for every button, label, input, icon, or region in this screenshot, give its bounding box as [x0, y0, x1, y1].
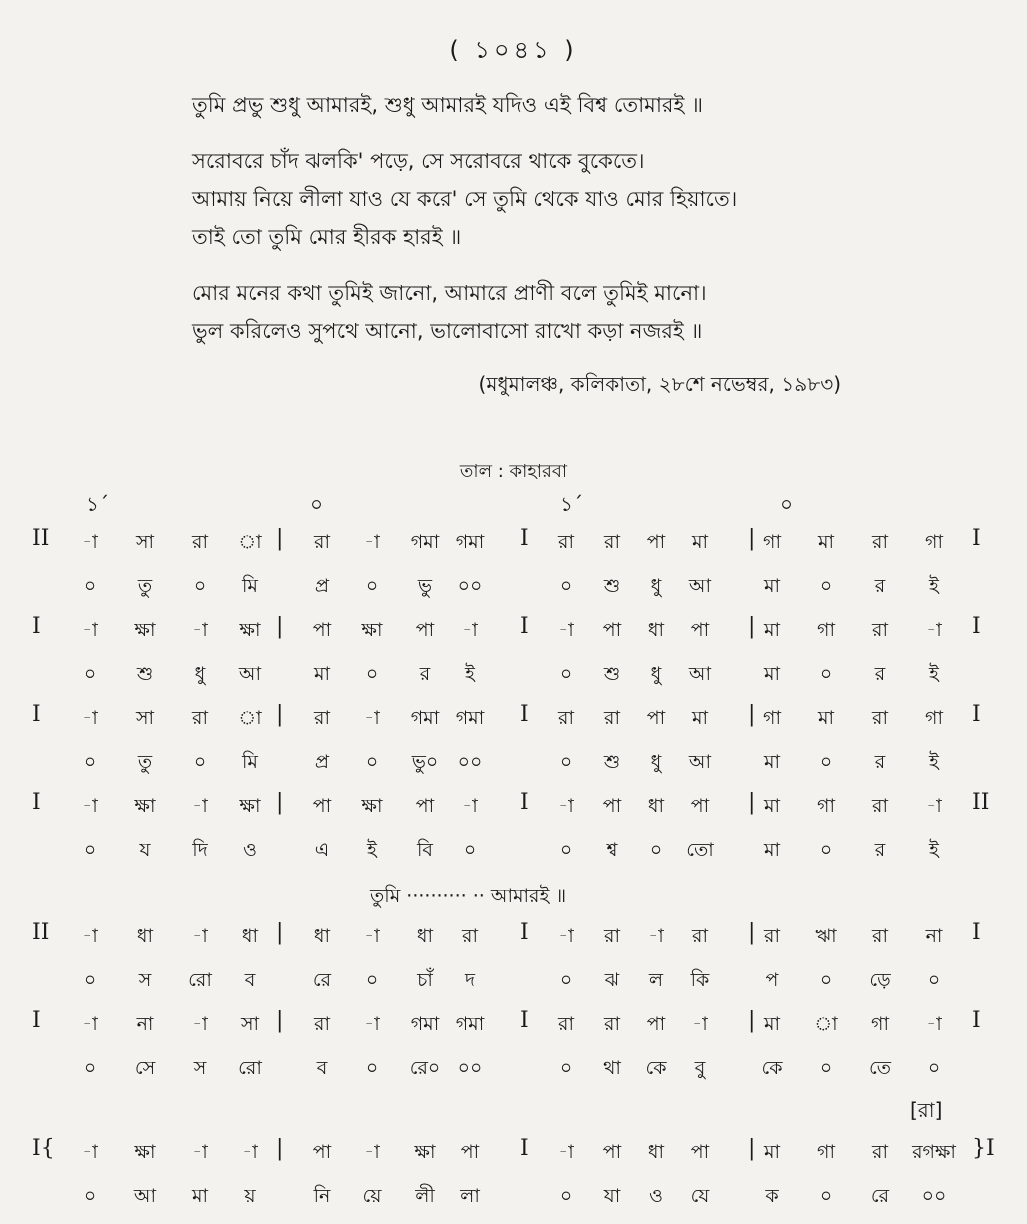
swara-note: পা [312, 619, 332, 641]
swara-note: ধা [313, 925, 331, 947]
syllable: রো [238, 1057, 262, 1079]
syllable: মি [242, 575, 258, 597]
syllable: ০ [559, 969, 573, 991]
swara-note: -া [364, 925, 380, 947]
swara-note: না [136, 1013, 154, 1035]
swara-note: রা [872, 619, 888, 641]
swara-note: -া [558, 619, 574, 641]
syllable-row [0, 742, 1027, 786]
syllable: কে [761, 1057, 783, 1079]
swara-note: পা [602, 795, 622, 817]
syllable: আ [133, 1185, 157, 1207]
barline: I [520, 790, 529, 815]
syllable: ০ [819, 663, 833, 685]
syllable: ০০ [457, 751, 483, 773]
syllable: ধু [650, 663, 662, 685]
syllable: র [874, 751, 886, 773]
swara-note: -া [462, 619, 478, 641]
swara-note: -া [82, 795, 98, 817]
barline: | [276, 614, 284, 639]
syllable: রে০ [409, 1057, 441, 1079]
syllable: থা [603, 1057, 621, 1079]
syllable: তু [137, 751, 153, 773]
swara-note: পা [312, 795, 332, 817]
syllable: য়ে [362, 1185, 382, 1207]
swara-note: -া [648, 925, 664, 947]
beat-mark: ০ [780, 492, 794, 516]
swara-note: পা [312, 1141, 332, 1163]
syllable: ০০ [457, 1057, 483, 1079]
swara-note: রা [604, 531, 620, 553]
syllable: ঝ [604, 969, 620, 991]
swara-note: রা [872, 925, 888, 947]
syllable: য় [244, 1185, 256, 1207]
page-number: ( ১০৪১ ) [449, 36, 578, 64]
swara-note: ক্ষা [239, 795, 261, 817]
syllable: ল [648, 969, 664, 991]
swara-note: -া [364, 1141, 380, 1163]
composition-signature: (মধুমালঞ্চ, কলিকাতা, ২৮শে নভেম্বর, ১৯৮৩) [478, 372, 841, 396]
syllable: ও [649, 1185, 663, 1207]
syllable-row [0, 1048, 1027, 1092]
end-barline: }I [972, 1136, 995, 1161]
swara-note: -া [926, 619, 942, 641]
syllable: যা [603, 1185, 621, 1207]
swara-row [0, 916, 1027, 960]
swara-note: ধা [647, 1141, 665, 1163]
barline: I [520, 614, 529, 639]
syllable: আ [688, 663, 712, 685]
swara-note: -া [926, 1013, 942, 1035]
syllable: আ [238, 663, 262, 685]
barline: | [748, 790, 756, 815]
swara-note: রা [192, 707, 208, 729]
syllable: র [874, 663, 886, 685]
syllable: রে [312, 969, 332, 991]
swara-note: রা [604, 925, 620, 947]
barline: I [520, 526, 529, 551]
syllable: ০ [559, 1057, 573, 1079]
syllable: ০ [365, 575, 379, 597]
barline: | [748, 920, 756, 945]
syllable: ০ [819, 1057, 833, 1079]
syllable: এ [314, 839, 330, 861]
syllable: ভু০ [411, 751, 439, 773]
lyric-line: তুমি প্রভু শুধু আমারই, শুধু আমারই যদিও এই বিশ্ব তোমারই ॥ [192, 93, 703, 117]
syllable: ০০ [457, 575, 483, 597]
syllable: বি [416, 839, 433, 861]
syllable: ই [465, 663, 475, 685]
lyric-line: সরোবরে চাঁদ ঝলকি' পড়ে, সে সরোবরে থাকে বুকেতে। [192, 149, 645, 173]
barline: I [520, 1008, 529, 1033]
syllable: মা [191, 1185, 209, 1207]
syllable: নি [313, 1185, 331, 1207]
swara-note: -া [242, 1141, 258, 1163]
syllable: ০ [559, 575, 573, 597]
swara-note: -া [82, 1013, 98, 1035]
syllable: ধু [194, 663, 206, 685]
barline: | [748, 1008, 756, 1033]
syllable: ০০ [921, 1185, 947, 1207]
swara-note: মা [817, 531, 835, 553]
swara-note: সা [135, 707, 155, 729]
syllable: ধু [650, 751, 662, 773]
swara-note: -া [82, 925, 98, 947]
syllable: দি [192, 839, 208, 861]
swara-note: পা [646, 531, 666, 553]
swara-note: -া [364, 531, 380, 553]
swara-note: মা [763, 795, 781, 817]
end-barline: I [972, 614, 981, 639]
syllable: তো [686, 839, 714, 861]
syllable: শু [603, 751, 621, 773]
syllable: ০ [559, 751, 573, 773]
end-barline: I [972, 1008, 981, 1033]
swara-note: রা [872, 1141, 888, 1163]
syllable: সে [134, 1057, 156, 1079]
syllable: ০ [559, 839, 573, 861]
swara-note: রা [192, 531, 208, 553]
swara-note: ক্ষা [361, 619, 383, 641]
swara-note: পা [602, 1141, 622, 1163]
swara-note: পা [690, 795, 710, 817]
syllable: ধু [650, 575, 662, 597]
start-barline: I [32, 1008, 41, 1033]
swara-row [0, 1132, 1027, 1176]
swara-note: ক্ষা [134, 1141, 156, 1163]
swara-note: -া [692, 1013, 708, 1035]
barline: | [276, 1008, 284, 1033]
swara-note: রা [558, 707, 574, 729]
swara-note: -া [364, 707, 380, 729]
swara-note: পা [690, 1141, 710, 1163]
swara-note: রা [314, 531, 330, 553]
beat-mark: ১´ [560, 492, 583, 516]
swara-note: -া [462, 795, 478, 817]
swara-note: -া [192, 1141, 208, 1163]
swara-note: া [238, 531, 262, 553]
swara-note: ধা [241, 925, 259, 947]
swara-note: না [925, 925, 943, 947]
barline: | [748, 526, 756, 551]
lyric-line: তাই তো তুমি মোর হীরক হারই ॥ [192, 225, 462, 249]
syllable: কি [690, 969, 710, 991]
swara-note: গা [925, 707, 943, 729]
barline: | [276, 790, 284, 815]
syllable: শ্ব [606, 839, 618, 861]
beat-marks [0, 490, 1027, 520]
syllable: র [874, 575, 886, 597]
syllable: মা [763, 839, 781, 861]
syllable: ০ [83, 1057, 97, 1079]
swara-note: মা [763, 1141, 781, 1163]
swara-row [0, 698, 1027, 742]
syllable: ব [316, 1057, 328, 1079]
syllable: ০ [819, 839, 833, 861]
swara-note: পা [646, 707, 666, 729]
swara-note: পা [646, 1013, 666, 1035]
syllable: কে [645, 1057, 667, 1079]
swara-note: গমা [455, 1013, 485, 1035]
syllable: ভু [417, 575, 433, 597]
swara-note: রা [604, 707, 620, 729]
swara-note: -া [192, 795, 208, 817]
swara-note: পা [690, 619, 710, 641]
swara-row [0, 1004, 1027, 1048]
swara-note: সা [135, 531, 155, 553]
syllable: ০ [365, 751, 379, 773]
syllable: তু [137, 575, 153, 597]
syllable: লা [460, 1185, 480, 1207]
syllable: মা [313, 663, 331, 685]
swara-note: গমা [410, 707, 440, 729]
syllable: ০ [83, 839, 97, 861]
syllable: ০ [83, 1185, 97, 1207]
swara-note: গা [763, 707, 781, 729]
swara-note: রগক্ষা [912, 1141, 956, 1163]
end-barline: I [972, 920, 981, 945]
syllable: মি [242, 751, 258, 773]
swara-note: গা [817, 1141, 835, 1163]
syllable: র [874, 839, 886, 861]
swara-note: ক্ষা [134, 795, 156, 817]
swara-note: রা [558, 531, 574, 553]
syllable: ক [765, 1185, 779, 1207]
syllable: ০ [819, 1185, 833, 1207]
syllable: ড়ে [869, 969, 891, 991]
syllable: প্র [314, 575, 330, 597]
syllable-row [0, 960, 1027, 1004]
swara-note: -া [926, 795, 942, 817]
syllable: শু [603, 663, 621, 685]
lyric-line: মোর মনের কথা তুমিই জানো, আমারে প্রাণী বলে তুমিই মানো। [192, 281, 707, 305]
syllable-row [0, 566, 1027, 610]
barline: | [276, 920, 284, 945]
end-barline: II [972, 790, 990, 815]
swara-note: রা [692, 925, 708, 947]
barline: | [748, 1136, 756, 1161]
syllable: তে [869, 1057, 891, 1079]
syllable: লী [415, 1185, 435, 1207]
swara-note: -া [558, 925, 574, 947]
syllable: আ [688, 751, 712, 773]
swara-note: গমা [455, 707, 485, 729]
swara-note: রা [872, 707, 888, 729]
swara-note: পা [602, 619, 622, 641]
syllable-row [0, 1176, 1027, 1220]
syllable: আ [688, 575, 712, 597]
swara-note: রা [462, 925, 478, 947]
syllable: স [138, 969, 152, 991]
syllable: ০ [819, 575, 833, 597]
start-barline: I{ [32, 1136, 55, 1161]
swara-row [0, 610, 1027, 654]
syllable: স [193, 1057, 207, 1079]
swara-note: -া [364, 1013, 380, 1035]
swara-note: গা [817, 795, 835, 817]
syllable: ০ [365, 969, 379, 991]
start-barline: I [32, 790, 41, 815]
syllable: ই [929, 839, 939, 861]
swara-note: -া [558, 795, 574, 817]
swara-note: রা [604, 1013, 620, 1035]
swara-note: মা [763, 619, 781, 641]
syllable: দ [465, 969, 475, 991]
syllable: ০ [83, 663, 97, 685]
start-barline: I [32, 702, 41, 727]
syllable: ০ [927, 969, 941, 991]
swara-note: পা [415, 619, 435, 641]
swara-note: গমা [410, 1013, 440, 1035]
swara-note: -া [192, 1013, 208, 1035]
tala-label: তাল : কাহারবা [459, 461, 568, 482]
song-lyrics [192, 86, 992, 350]
swara-note: রা [314, 707, 330, 729]
barline: | [748, 702, 756, 727]
syllable: রো [188, 969, 212, 991]
swara-note: -া [82, 619, 98, 641]
swara-note: মা [691, 531, 709, 553]
swara-note: ক্ষা [361, 795, 383, 817]
syllable: ০ [83, 969, 97, 991]
syllable: ০ [927, 1057, 941, 1079]
syllable: ০ [559, 663, 573, 685]
swara-note: গা [763, 531, 781, 553]
swara-note: -া [192, 619, 208, 641]
swara-note: রা [314, 1013, 330, 1035]
swara-note: ধা [136, 925, 154, 947]
swara-note: গা [817, 619, 835, 641]
swara-note: -া [558, 1141, 574, 1163]
barline: I [520, 1136, 529, 1161]
swara-note: ক্ষা [239, 619, 261, 641]
swara-note: া [238, 707, 262, 729]
syllable: শু [603, 575, 621, 597]
syllable: শু [136, 663, 154, 685]
syllable: মা [763, 751, 781, 773]
syllable: রে [870, 1185, 890, 1207]
swara-note: গা [871, 1013, 889, 1035]
swara-note: সা [240, 1013, 260, 1035]
swara-note: -া [82, 531, 98, 553]
syllable: মা [763, 575, 781, 597]
syllable: চাঁ [417, 969, 433, 991]
syllable: ০ [463, 839, 477, 861]
syllable: ০ [193, 575, 207, 597]
swara-note: মা [691, 707, 709, 729]
syllable: ০ [649, 839, 663, 861]
syllable: ০ [559, 1185, 573, 1207]
syllable: যে [690, 1185, 710, 1207]
barline: | [276, 526, 284, 551]
syllable: ০ [819, 969, 833, 991]
barline: | [276, 702, 284, 727]
syllable: ০ [365, 663, 379, 685]
swara-note: -া [192, 925, 208, 947]
swara-note: ধা [416, 925, 434, 947]
beat-mark: ০ [310, 492, 324, 516]
syllable-row [0, 654, 1027, 698]
syllable: য [139, 839, 151, 861]
start-barline: II [32, 920, 50, 945]
syllable: ব [244, 969, 256, 991]
syllable: বু [694, 1057, 706, 1079]
swara-note: রা [558, 1013, 574, 1035]
swara-note: ক্ষা [134, 619, 156, 641]
syllable: প্র [314, 751, 330, 773]
syllable: ই [367, 839, 377, 861]
swara-note: গা [925, 531, 943, 553]
syllable: র [419, 663, 431, 685]
barline: I [520, 702, 529, 727]
barline: I [520, 920, 529, 945]
syllable: ০ [819, 751, 833, 773]
swara-note: মা [763, 1013, 781, 1035]
swara-note: রা [872, 531, 888, 553]
syllable: ০ [83, 575, 97, 597]
syllable: ০ [193, 751, 207, 773]
end-barline: I [972, 526, 981, 551]
swara-note: ক্ষা [414, 1141, 436, 1163]
swara-row [0, 786, 1027, 830]
barline: | [748, 614, 756, 639]
lyric-line: আমায় নিয়ে লীলা যাও যে করে' সে তুমি থেকে যাও মোর হিয়াতে। [192, 187, 738, 211]
refrain-row [0, 874, 1027, 916]
syllable: ০ [83, 751, 97, 773]
start-barline: I [32, 614, 41, 639]
swara-note: পা [460, 1141, 480, 1163]
barline: | [276, 1136, 284, 1161]
swara-note: গমা [410, 531, 440, 553]
syllable: ই [929, 751, 939, 773]
notation-grid [0, 522, 1027, 1220]
swara-row [0, 522, 1027, 566]
swara-note: ঋা [815, 925, 837, 947]
swara-note: মা [817, 707, 835, 729]
syllable: ও [243, 839, 257, 861]
syllable: মা [763, 663, 781, 685]
syllable: ০ [365, 1057, 379, 1079]
swara-note: া [814, 1013, 838, 1035]
beat-mark: ১´ [86, 492, 109, 516]
swara-note: ধা [647, 795, 665, 817]
bracket-note: [রা] [910, 1098, 943, 1122]
end-barline: I [972, 702, 981, 727]
start-barline: II [32, 526, 50, 551]
swara-note: -া [82, 707, 98, 729]
lyric-line: ভুল করিলেও সুপথে আনো, ভালোবাসো রাখো কড়া নজরই ॥ [192, 319, 703, 343]
refrain-text: তুমি ·········· ·· আমারই ॥ [370, 885, 567, 907]
syllable-row [0, 830, 1027, 874]
syllable: ই [929, 575, 939, 597]
swara-note: রা [764, 925, 780, 947]
swara-note: পা [415, 795, 435, 817]
bracket-row [0, 1092, 1027, 1132]
syllable: প [765, 969, 779, 991]
swara-note: -া [82, 1141, 98, 1163]
swara-note: রা [872, 795, 888, 817]
swara-note: ধা [647, 619, 665, 641]
syllable: ই [929, 663, 939, 685]
swara-note: গমা [455, 531, 485, 553]
